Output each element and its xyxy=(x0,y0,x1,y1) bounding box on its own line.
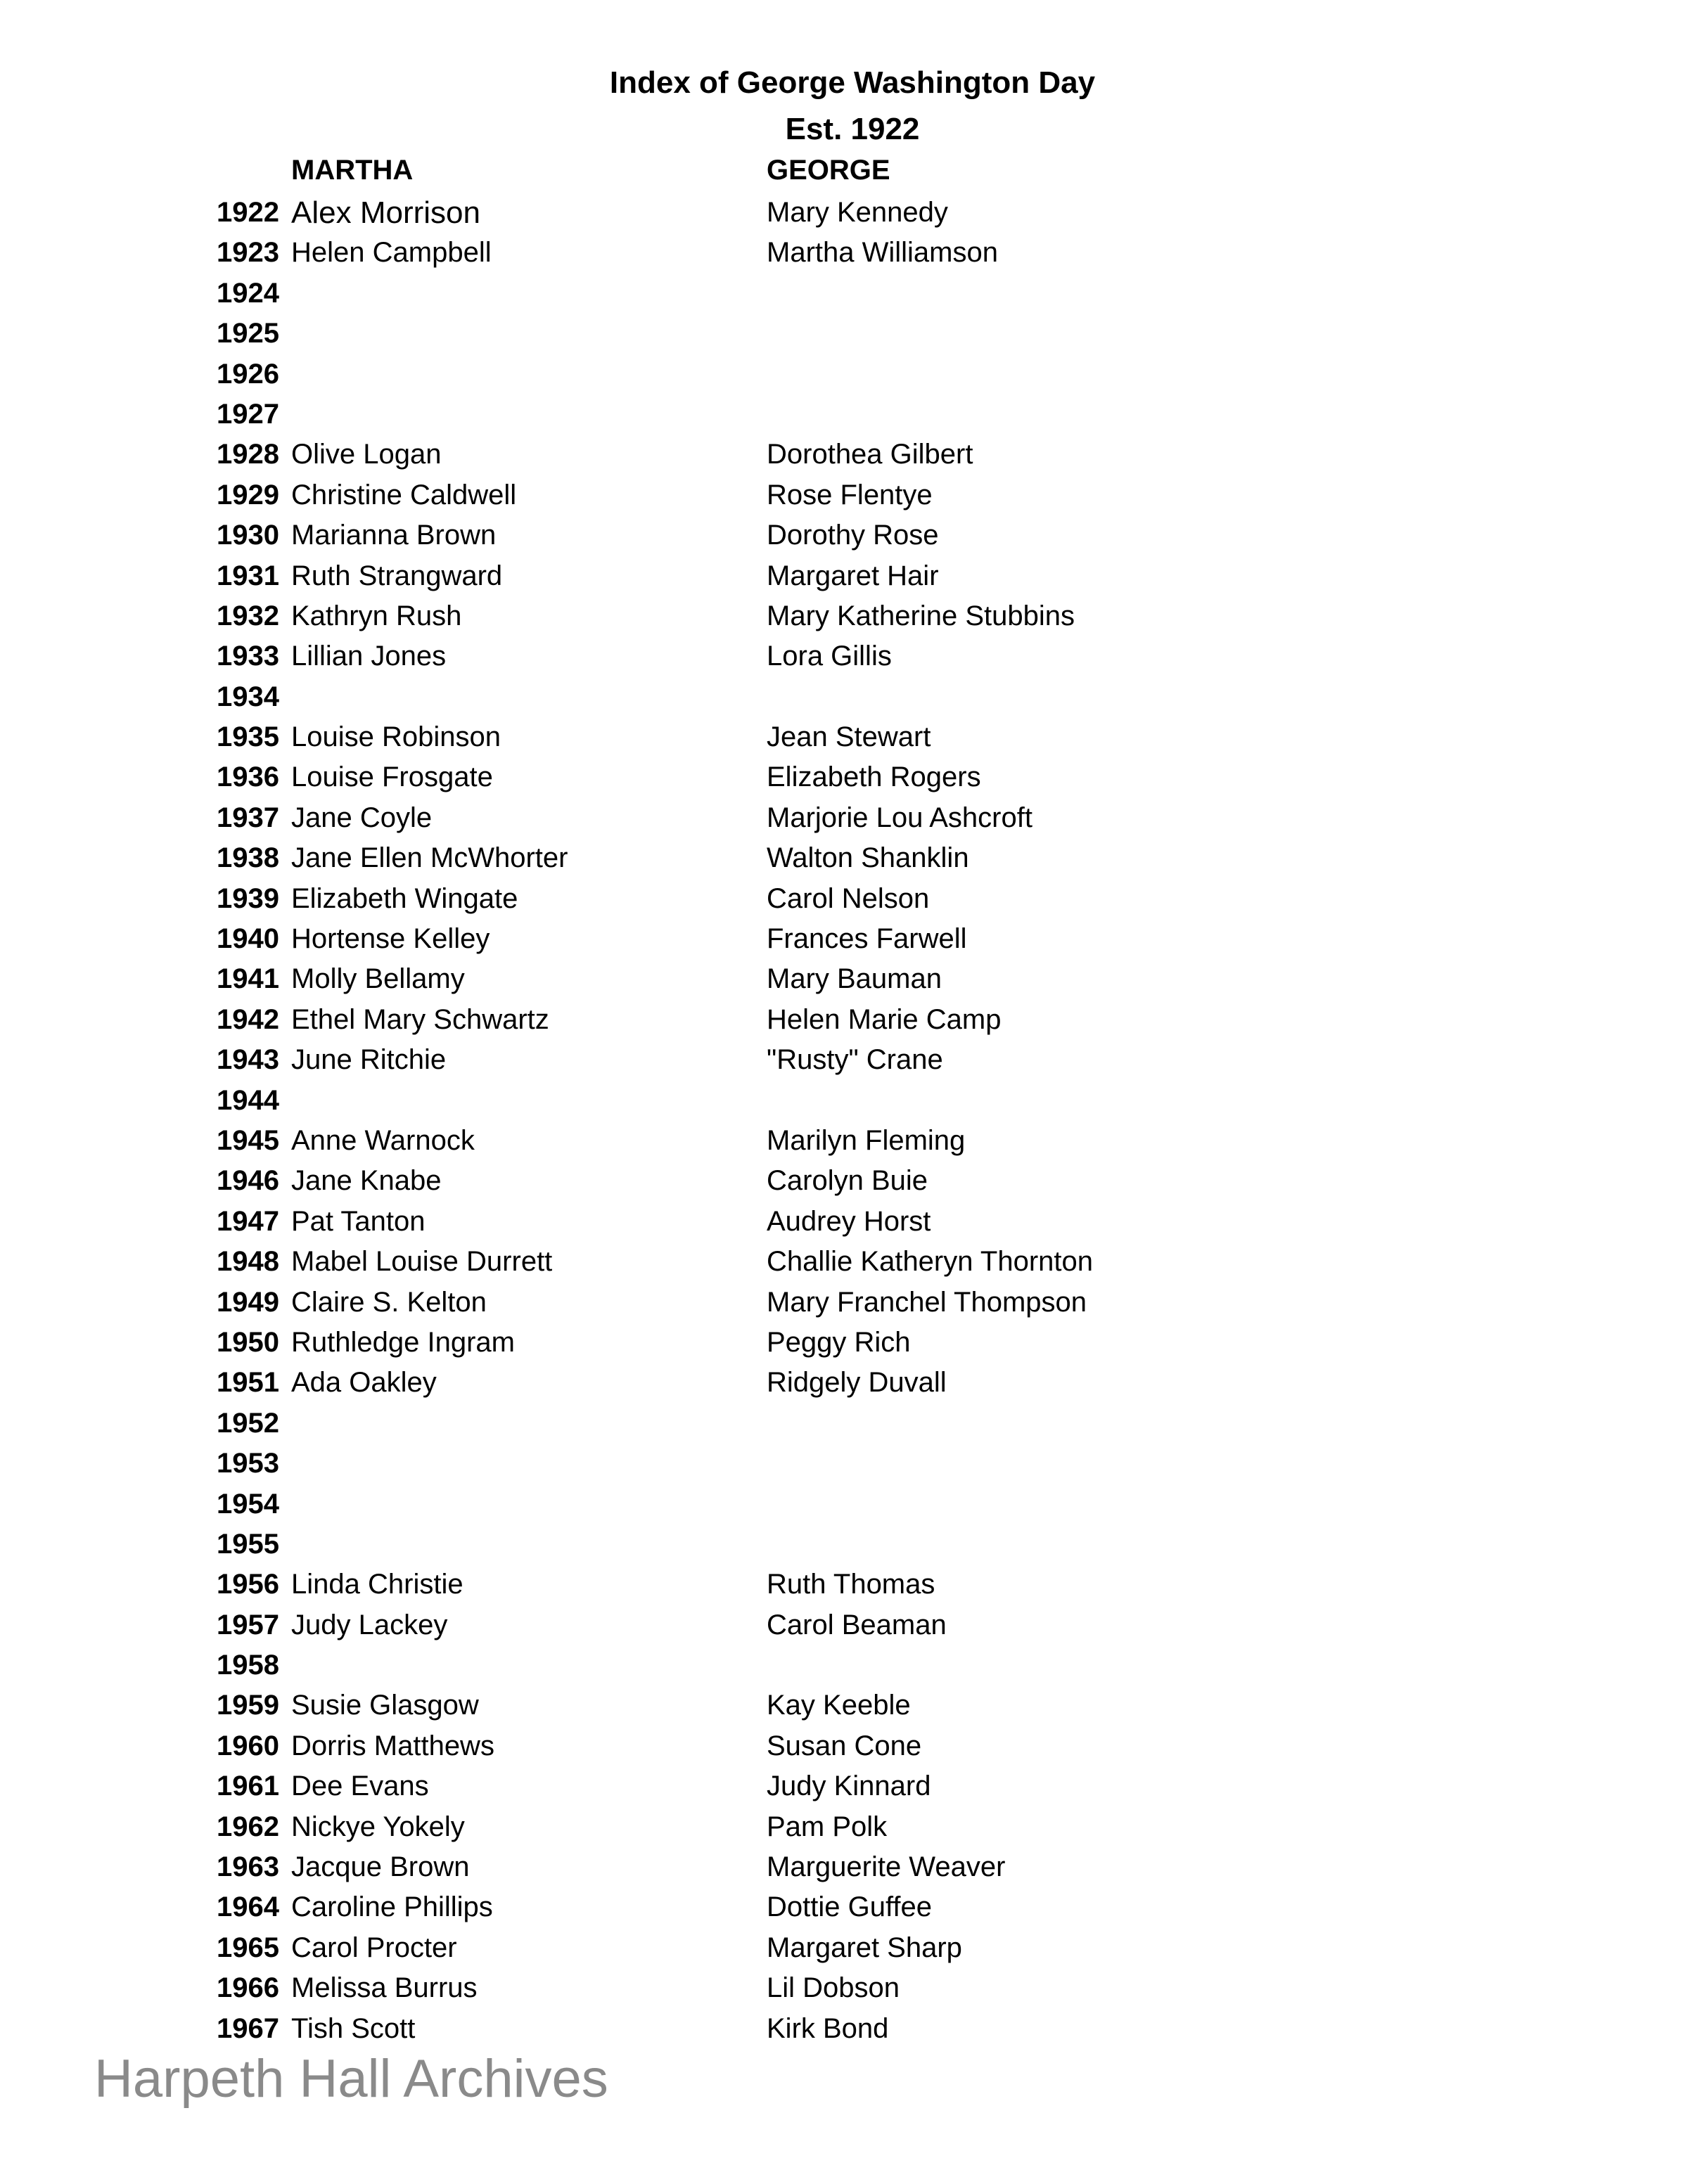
year-cell: 1967 xyxy=(217,2012,279,2044)
archive-watermark: Harpeth Hall Archives xyxy=(94,2049,608,2109)
martha-name-cell: Mabel Louise Durrett xyxy=(291,1246,553,1278)
year-cell: 1950 xyxy=(217,1326,279,1358)
martha-name-cell: Nickye Yokely xyxy=(291,1811,465,1842)
table-row xyxy=(0,1565,1688,1605)
year-cell: 1965 xyxy=(217,1932,279,1963)
martha-name-cell: Kathryn Rush xyxy=(291,600,462,631)
martha-name-cell: Jane Ellen McWhorter xyxy=(291,842,568,874)
martha-name-cell: Pat Tanton xyxy=(291,1205,426,1237)
page-title: Index of George Washington Day xyxy=(609,65,1096,100)
table-row xyxy=(0,1403,1688,1444)
table-row xyxy=(0,193,1688,233)
george-name-cell: Lora Gillis xyxy=(767,641,892,672)
george-name-cell: Margaret Sharp xyxy=(767,1932,962,1963)
year-cell: 1934 xyxy=(217,681,279,712)
year-cell: 1942 xyxy=(217,1003,279,1035)
table-row xyxy=(0,515,1688,555)
table-row xyxy=(0,1363,1688,1403)
table-row xyxy=(0,274,1688,314)
year-cell: 1940 xyxy=(217,923,279,955)
george-name-cell: Kay Keeble xyxy=(767,1690,911,1721)
year-cell: 1933 xyxy=(217,641,279,672)
george-name-cell: Carol Beaman xyxy=(767,1609,947,1640)
table-row xyxy=(0,1928,1688,1968)
year-cell: 1941 xyxy=(217,963,279,995)
year-cell: 1930 xyxy=(217,520,279,551)
george-name-cell: Susan Cone xyxy=(767,1730,922,1761)
table-row xyxy=(0,1444,1688,1484)
table-row xyxy=(0,596,1688,636)
year-cell: 1923 xyxy=(217,237,279,269)
martha-name-cell: Jane Knabe xyxy=(291,1165,442,1197)
year-cell: 1927 xyxy=(217,398,279,430)
table-row xyxy=(0,1040,1688,1080)
year-cell: 1959 xyxy=(217,1690,279,1721)
table-row xyxy=(0,1605,1688,1645)
year-cell: 1946 xyxy=(217,1165,279,1197)
martha-name-cell: Claire S. Kelton xyxy=(291,1286,487,1318)
year-cell: 1924 xyxy=(217,277,279,309)
year-cell: 1956 xyxy=(217,1569,279,1600)
year-cell: 1953 xyxy=(217,1448,279,1479)
table-row xyxy=(0,1887,1688,1927)
column-header-martha: MARTHA xyxy=(291,155,414,186)
year-cell: 1947 xyxy=(217,1205,279,1237)
martha-name-cell: Jacque Brown xyxy=(291,1851,470,1883)
year-cell: 1954 xyxy=(217,1488,279,1520)
table-row xyxy=(0,1161,1688,1201)
table-row xyxy=(0,1000,1688,1040)
year-cell: 1962 xyxy=(217,1811,279,1842)
george-name-cell: Dorothea Gilbert xyxy=(767,439,973,470)
table-row xyxy=(0,1081,1688,1121)
george-name-cell: Frances Farwell xyxy=(767,923,967,955)
martha-name-cell: Melissa Burrus xyxy=(291,1972,478,2004)
column-header-george: GEORGE xyxy=(767,155,890,186)
table-row xyxy=(0,959,1688,999)
george-name-cell: Helen Marie Camp xyxy=(767,1003,1002,1035)
table-row xyxy=(0,1242,1688,1282)
year-cell: 1949 xyxy=(217,1286,279,1318)
table-row xyxy=(0,879,1688,919)
year-cell: 1935 xyxy=(217,721,279,753)
year-cell: 1955 xyxy=(217,1528,279,1560)
year-cell: 1922 xyxy=(217,197,279,228)
table-row xyxy=(0,919,1688,959)
table-row xyxy=(0,1847,1688,1887)
table-row xyxy=(0,354,1688,394)
year-cell: 1929 xyxy=(217,479,279,510)
year-cell: 1943 xyxy=(217,1044,279,1076)
table-row xyxy=(0,1766,1688,1806)
martha-name-cell: Elizabeth Wingate xyxy=(291,882,518,914)
george-name-cell: Elizabeth Rogers xyxy=(767,762,981,793)
martha-name-cell: Lillian Jones xyxy=(291,641,447,672)
year-cell: 1926 xyxy=(217,358,279,390)
table-row xyxy=(0,838,1688,878)
year-cell: 1948 xyxy=(217,1246,279,1278)
george-name-cell: Dorothy Rose xyxy=(767,520,939,551)
george-name-cell: Mary Franchel Thompson xyxy=(767,1286,1087,1318)
table-row xyxy=(0,233,1688,273)
george-name-cell: Marilyn Fleming xyxy=(767,1124,966,1156)
martha-name-cell: Olive Logan xyxy=(291,439,442,470)
table-row xyxy=(0,2009,1688,2049)
table-row xyxy=(0,1645,1688,1685)
year-cell: 1957 xyxy=(217,1609,279,1640)
year-cell: 1928 xyxy=(217,439,279,470)
table-row xyxy=(0,798,1688,838)
year-cell: 1966 xyxy=(217,1972,279,2004)
martha-name-cell: Anne Warnock xyxy=(291,1124,475,1156)
martha-name-cell: Judy Lackey xyxy=(291,1609,448,1640)
table-row xyxy=(0,1685,1688,1726)
martha-name-cell: Carol Procter xyxy=(291,1932,457,1963)
table-row xyxy=(0,1283,1688,1323)
george-name-cell: Walton Shanklin xyxy=(767,842,969,874)
martha-name-cell: Jane Coyle xyxy=(291,802,433,833)
table-row xyxy=(0,1807,1688,1847)
table-row xyxy=(0,636,1688,676)
george-name-cell: Rose Flentye xyxy=(767,479,933,510)
george-name-cell: Audrey Horst xyxy=(767,1205,931,1237)
george-name-cell: Mary Bauman xyxy=(767,963,942,995)
george-name-cell: Margaret Hair xyxy=(767,560,939,591)
year-cell: 1939 xyxy=(217,882,279,914)
george-name-cell: Carolyn Buie xyxy=(767,1165,928,1197)
table-row xyxy=(0,1121,1688,1161)
table-row xyxy=(0,717,1688,757)
george-name-cell: Marjorie Lou Ashcroft xyxy=(767,802,1032,833)
year-cell: 1936 xyxy=(217,762,279,793)
year-cell: 1960 xyxy=(217,1730,279,1761)
george-name-cell: Peggy Rich xyxy=(767,1326,911,1358)
martha-name-cell: Dorris Matthews xyxy=(291,1730,494,1761)
martha-name-cell: Ada Oakley xyxy=(291,1367,437,1399)
table-row xyxy=(0,435,1688,475)
martha-name-cell: Ruth Strangward xyxy=(291,560,503,591)
table-row xyxy=(0,475,1688,515)
table-row xyxy=(0,556,1688,596)
index-table xyxy=(0,193,1688,2049)
year-cell: 1963 xyxy=(217,1851,279,1883)
martha-name-cell: Alex Morrison xyxy=(291,195,480,230)
martha-name-cell: Ethel Mary Schwartz xyxy=(291,1003,549,1035)
george-name-cell: Carol Nelson xyxy=(767,882,930,914)
table-row xyxy=(0,757,1688,797)
george-name-cell: Pam Polk xyxy=(767,1811,888,1842)
george-name-cell: Dottie Guffee xyxy=(767,1891,932,1923)
table-row xyxy=(0,1968,1688,2008)
table-row xyxy=(0,1726,1688,1766)
year-cell: 1964 xyxy=(217,1891,279,1923)
year-cell: 1938 xyxy=(217,842,279,874)
year-cell: 1952 xyxy=(217,1407,279,1439)
martha-name-cell: Dee Evans xyxy=(291,1771,429,1802)
martha-name-cell: Caroline Phillips xyxy=(291,1891,493,1923)
year-cell: 1932 xyxy=(217,600,279,631)
george-name-cell: Mary Kennedy xyxy=(767,197,948,228)
george-name-cell: Kirk Bond xyxy=(767,2012,889,2044)
martha-name-cell: Susie Glasgow xyxy=(291,1690,479,1721)
george-name-cell: Ruth Thomas xyxy=(767,1569,935,1600)
martha-name-cell: Linda Christie xyxy=(291,1569,463,1600)
martha-name-cell: Christine Caldwell xyxy=(291,479,517,510)
martha-name-cell: Helen Campbell xyxy=(291,237,492,269)
table-row xyxy=(0,1484,1688,1524)
martha-name-cell: Tish Scott xyxy=(291,2012,416,2044)
year-cell: 1951 xyxy=(217,1367,279,1399)
george-name-cell: Lil Dobson xyxy=(767,1972,900,2004)
year-cell: 1925 xyxy=(217,318,279,349)
martha-name-cell: Molly Bellamy xyxy=(291,963,465,995)
table-row xyxy=(0,677,1688,717)
year-cell: 1945 xyxy=(217,1124,279,1156)
year-cell: 1958 xyxy=(217,1650,279,1681)
george-name-cell: Jean Stewart xyxy=(767,721,931,753)
table-row xyxy=(0,314,1688,354)
george-name-cell: Ridgely Duvall xyxy=(767,1367,947,1399)
table-row xyxy=(0,394,1688,435)
table-row xyxy=(0,1202,1688,1242)
george-name-cell: "Rusty" Crane xyxy=(767,1044,943,1076)
martha-name-cell: Louise Frosgate xyxy=(291,762,493,793)
year-cell: 1931 xyxy=(217,560,279,591)
table-row xyxy=(0,1323,1688,1363)
george-name-cell: Martha Williamson xyxy=(767,237,998,269)
george-name-cell: Mary Katherine Stubbins xyxy=(767,600,1075,631)
table-row xyxy=(0,1524,1688,1565)
george-name-cell: Judy Kinnard xyxy=(767,1771,931,1802)
martha-name-cell: Ruthledge Ingram xyxy=(291,1326,515,1358)
martha-name-cell: Louise Robinson xyxy=(291,721,501,753)
martha-name-cell: Hortense Kelley xyxy=(291,923,490,955)
year-cell: 1944 xyxy=(217,1084,279,1116)
year-cell: 1937 xyxy=(217,802,279,833)
martha-name-cell: June Ritchie xyxy=(291,1044,447,1076)
page-subtitle: Est. 1922 xyxy=(785,112,920,146)
george-name-cell: Marguerite Weaver xyxy=(767,1851,1006,1883)
george-name-cell: Challie Katheryn Thornton xyxy=(767,1246,1093,1278)
year-cell: 1961 xyxy=(217,1771,279,1802)
martha-name-cell: Marianna Brown xyxy=(291,520,497,551)
